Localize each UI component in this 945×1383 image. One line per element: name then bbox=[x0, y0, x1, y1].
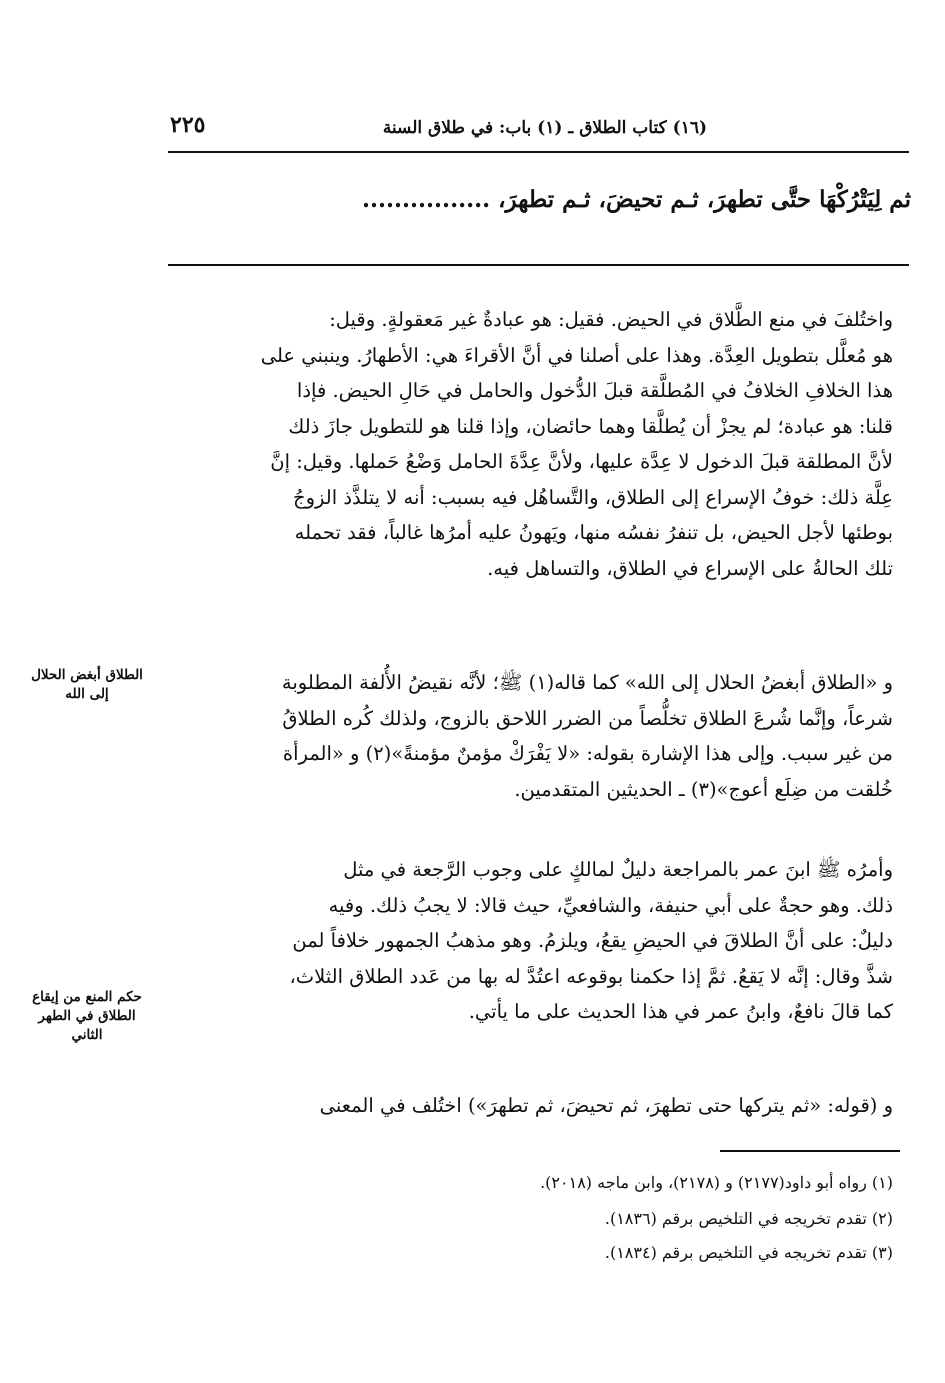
text-line: خُلقت من ضِلَع أعوج»(٣) ـ الحديثين المتقدمين. bbox=[514, 777, 893, 801]
text-line: هو مُعلَّل بتطويل العِدَّة. وهذا على أصلنا في أنَّ الأقراءَ هي: الأطهارُ. وينبني على bbox=[260, 343, 893, 367]
text-line: دليلٌ: على أنَّ الطلاقَ في الحيضِ يقعُ، ويلزمُ. وهو مذهبُ الجمهور خلافاً لمن bbox=[292, 929, 893, 952]
running-title: (١٦) كتاب الطلاق ـ (١) باب: في طلاق السنة bbox=[382, 118, 707, 138]
footnote-1: (١) رواه أبو داود(٢١٧٧) و (٢١٧٨)، وابن ماجه (٢٠١٨). bbox=[540, 1173, 893, 1192]
text-line: كما قالَ نافعٌ، وابنُ عمر في هذا الحديث على ما يأتي. bbox=[468, 1000, 893, 1023]
text-line: شرعاً، وإنَّما شُرعَ الطلاق تخلُّصاً من الضرر اللاحق بالزوج، ولذلك كُره الطلاقُ bbox=[282, 706, 893, 730]
margin-note-2: حكم المنع من إيقاع الطلاق في الطهر الثاني bbox=[32, 989, 142, 1043]
commentary-paragraph-1 bbox=[155, 302, 893, 586]
footnote-3: (٣) تقدم تخريجه في التلخيص برقم (١٨٣٤). bbox=[604, 1243, 893, 1262]
commentary-paragraph-3 bbox=[155, 852, 893, 1030]
text-line: بوطئها لأجل الحيض، بل تنفرُ نفسُه منها، ويَهونُ عليه أمرُها غالباً، فقد تحمله bbox=[294, 521, 893, 544]
text-line: و «الطلاق أبغضُ الحلال إلى الله» كما قاله(١) ﷺ؛ لأنَّه نقيضُ الأُلفة المطلوبة bbox=[281, 671, 893, 694]
margin-note-1: الطلاق أبغض الحلال إلى الله bbox=[31, 667, 143, 702]
text-line: عِلَّة ذلك: خوفُ الإسراع إلى الطلاق، والتَّساهُل فيه بسبب: أنه لا يتلذَّذ الزوجُ bbox=[293, 485, 893, 509]
excerpt-rule bbox=[168, 264, 909, 266]
text-line: تلك الحالةُ على الإسراع في الطلاق، والتساهل فيه. bbox=[487, 556, 893, 580]
footnote-2: (٢) تقدم تخريجه في التلخيص برقم (١٨٣٦). bbox=[604, 1209, 893, 1228]
text-line: ذلك. وهو حجةٌ على أبي حنيفة، والشافعيِّ، حيث قالا: لا يجبُ ذلك. وفيه bbox=[328, 893, 893, 917]
text-line: وأمرُه ﷺ ابنَ عمر بالمراجعة دليلٌ لمالكٍ على وجوب الرَّجعة في مثل bbox=[343, 858, 893, 881]
text-line: و (قوله: «ثم يتركها حتى تطهرَ، ثم تحيضَ، ثم تطهرَ») اختُلف في المعنى bbox=[319, 1094, 893, 1117]
header-rule bbox=[168, 151, 909, 153]
text-line: من غير سبب. وإلى هذا الإشارة بقوله: «لا يَفْرَكْ مؤمنٌ مؤمنةً»(٢) و «المرأة bbox=[282, 742, 893, 765]
text-line: قلنا: هو عبادة؛ لم يجزْ أن يُطلَّقا وهما حائضان، وإذا قلنا هو للتطويل جازَ ذلك bbox=[288, 414, 893, 438]
page-number: ٢٢٥ bbox=[170, 112, 206, 138]
commentary-paragraph-2 bbox=[155, 665, 893, 807]
text-line: شذَّ وقال: إنَّه لا يَقعُ. ثمَّ إذا حكمنا بوقوعه اعتُدَّ له بها من عَدد الطلاق الثلاث، bbox=[289, 964, 893, 988]
text-line: واختُلفَ في منع الطَّلاق في الحيض. فقيل: هو عبادةٌ غير مَعقولةٍ. وقيل: bbox=[329, 308, 893, 331]
footnote-rule bbox=[720, 1150, 900, 1152]
hadith-excerpt: ثم لِيَتْرُكْهَا حتَّى تطهرَ، ثـم تحيضَ، ثـم تطهرَ، ................ bbox=[361, 186, 911, 213]
text-line: لأنَّ المطلقة قبلَ الدخول لا عِدَّة عليها، ولأنَّ عِدَّةَ الحامل وَضْعُ حَملها. وقيل: إنَّ bbox=[270, 450, 893, 473]
text-line: هذا الخلافِ الخلافُ في المُطلَّقة قبلَ الدُّخول والحامل في حَالِ الحيض. فإذا bbox=[296, 379, 893, 402]
commentary-paragraph-4 bbox=[155, 1088, 893, 1124]
